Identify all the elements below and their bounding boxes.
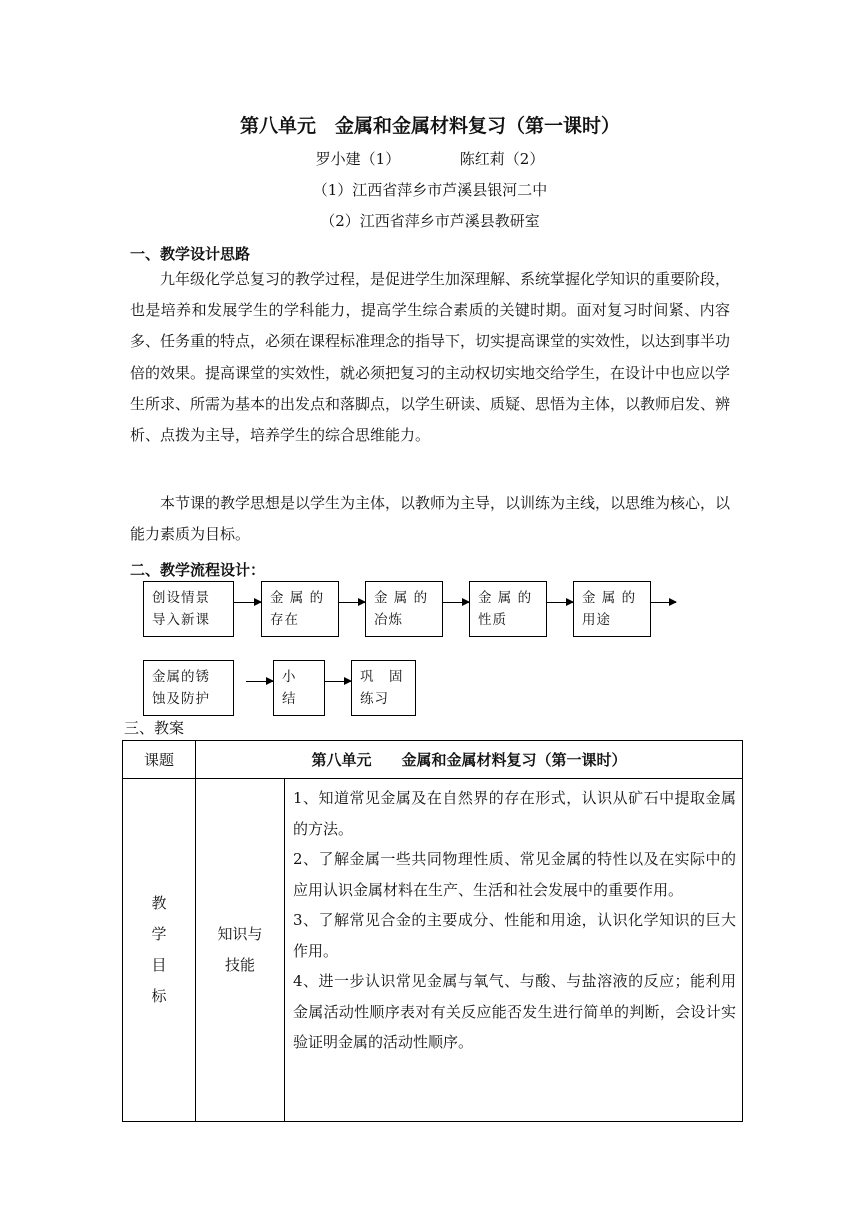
section-heading-flow: 二、教学流程设计：	[130, 561, 266, 579]
flow-box-text: 金 属 的	[374, 590, 429, 606]
goal-label-char: 学	[151, 925, 167, 943]
affiliation-1: （1）江西省萍乡市芦溪县银河二中	[312, 181, 548, 199]
author-1: 罗小建（1）	[315, 150, 401, 168]
flow-box-text: 导入新课	[152, 612, 210, 628]
flow-box-text: 金 属 的	[582, 590, 637, 606]
author-line	[0, 148, 860, 169]
flow-box-text: 金 属 的	[478, 590, 533, 606]
flow-box-text: 巩 固	[360, 669, 404, 685]
document-title: 第八单元 金属和金属材料复习（第一课时）	[239, 115, 620, 137]
flow-box-text: 性质	[478, 612, 507, 628]
goal-label-char: 目	[151, 956, 167, 974]
goal-label-char: 标	[151, 987, 167, 1005]
flow-box-text: 小	[282, 669, 297, 685]
flow-box-text: 创设情景	[152, 590, 210, 606]
author-2: 陈红莉（2）	[459, 150, 545, 168]
section-heading-plan: 三、教案	[124, 719, 185, 737]
goal-item: 4、进一步认识常见金属与氧气、与酸、与盐溶液的反应；能利用金属活动性顺序表对有关反应能否发生进行简单的判断，会设计实验证明金属的活动性顺序。	[293, 972, 736, 1051]
flow-box-practice	[351, 660, 416, 716]
flow-box-intro	[143, 581, 234, 637]
paragraph-design-1: 九年级化学总复习的教学过程，是促进学生加深理解、系统掌握化学知识的重要阶段，也是培养和发展学生的学科能力，提高学生综合素质的关键时期。面对复习时间紧、内容多、任务重的特点，必须在课程标准理念的指导下，切实提高课堂的实效性，以达到事半功倍的效果。提高课堂的实效性，就必须把复习的主动权切实地交给学生，在设计中也应以学生所求、所需为基本的出发点和落脚点，以学生研读、质疑、思悟为主体，以教师启发、辨析、点拨为主导，培养学生的综合思维能力。	[130, 270, 731, 445]
flow-box-existence	[261, 581, 339, 637]
goal-item: 2、了解金属一些共同物理性质、常见金属的特性以及在实际中的应用认识金属材料在生产、生活和社会发展中的重要作用。	[293, 850, 736, 899]
goal-item: 1、知道常见金属及在自然界的存在形式，认识从矿石中提取金属的方法。	[293, 789, 736, 838]
flow-box-properties	[469, 581, 547, 637]
flow-box-text: 冶炼	[374, 612, 403, 628]
flow-box-corrosion	[143, 660, 234, 716]
flow-arrow	[651, 602, 676, 603]
sub-label-line: 知识与	[217, 925, 263, 943]
goal-item: 3、了解常见合金的主要成分、性能和用途，认识化学知识的巨大作用。	[293, 911, 736, 960]
table-row	[123, 741, 743, 779]
flow-box-text: 金属的锈	[152, 669, 210, 685]
flow-box-text: 用途	[582, 612, 611, 628]
flow-box-uses	[573, 581, 651, 637]
flow-box-text: 金 属 的	[270, 590, 325, 606]
lesson-plan-table	[122, 740, 743, 1122]
topic-label-cell: 课题	[123, 741, 196, 779]
affiliation-2: （2）江西省萍乡市芦溪县教研室	[320, 212, 540, 230]
topic-title-cell: 第八单元 金属和金属材料复习（第一课时）	[196, 741, 743, 779]
flow-arrow	[234, 602, 261, 603]
goal-content-cell	[285, 779, 743, 1122]
goal-label-char: 教	[151, 894, 167, 912]
paragraph-design-2: 本节课的教学思想是以学生为主体，以教师为主导，以训练为主线，以思维为核心，以能力素质为目标。	[130, 494, 731, 544]
section-heading-design: 一、教学设计思路	[130, 245, 251, 263]
flow-arrow	[547, 602, 573, 603]
flow-arrow	[339, 602, 365, 603]
flow-arrow	[443, 602, 469, 603]
goal-label-cell	[123, 779, 196, 1122]
flow-box-smelting	[365, 581, 443, 637]
flow-box-text: 蚀及防护	[152, 691, 210, 707]
table-row	[123, 779, 743, 1122]
flow-box-summary	[273, 660, 325, 716]
flow-box-text: 结	[282, 691, 297, 707]
flow-arrow	[325, 681, 351, 682]
flow-box-text: 练习	[360, 691, 389, 707]
flow-arrow	[246, 681, 273, 682]
sub-label-cell	[196, 779, 285, 1122]
flow-box-text: 存在	[270, 612, 299, 628]
sub-label-line: 技能	[224, 956, 255, 974]
